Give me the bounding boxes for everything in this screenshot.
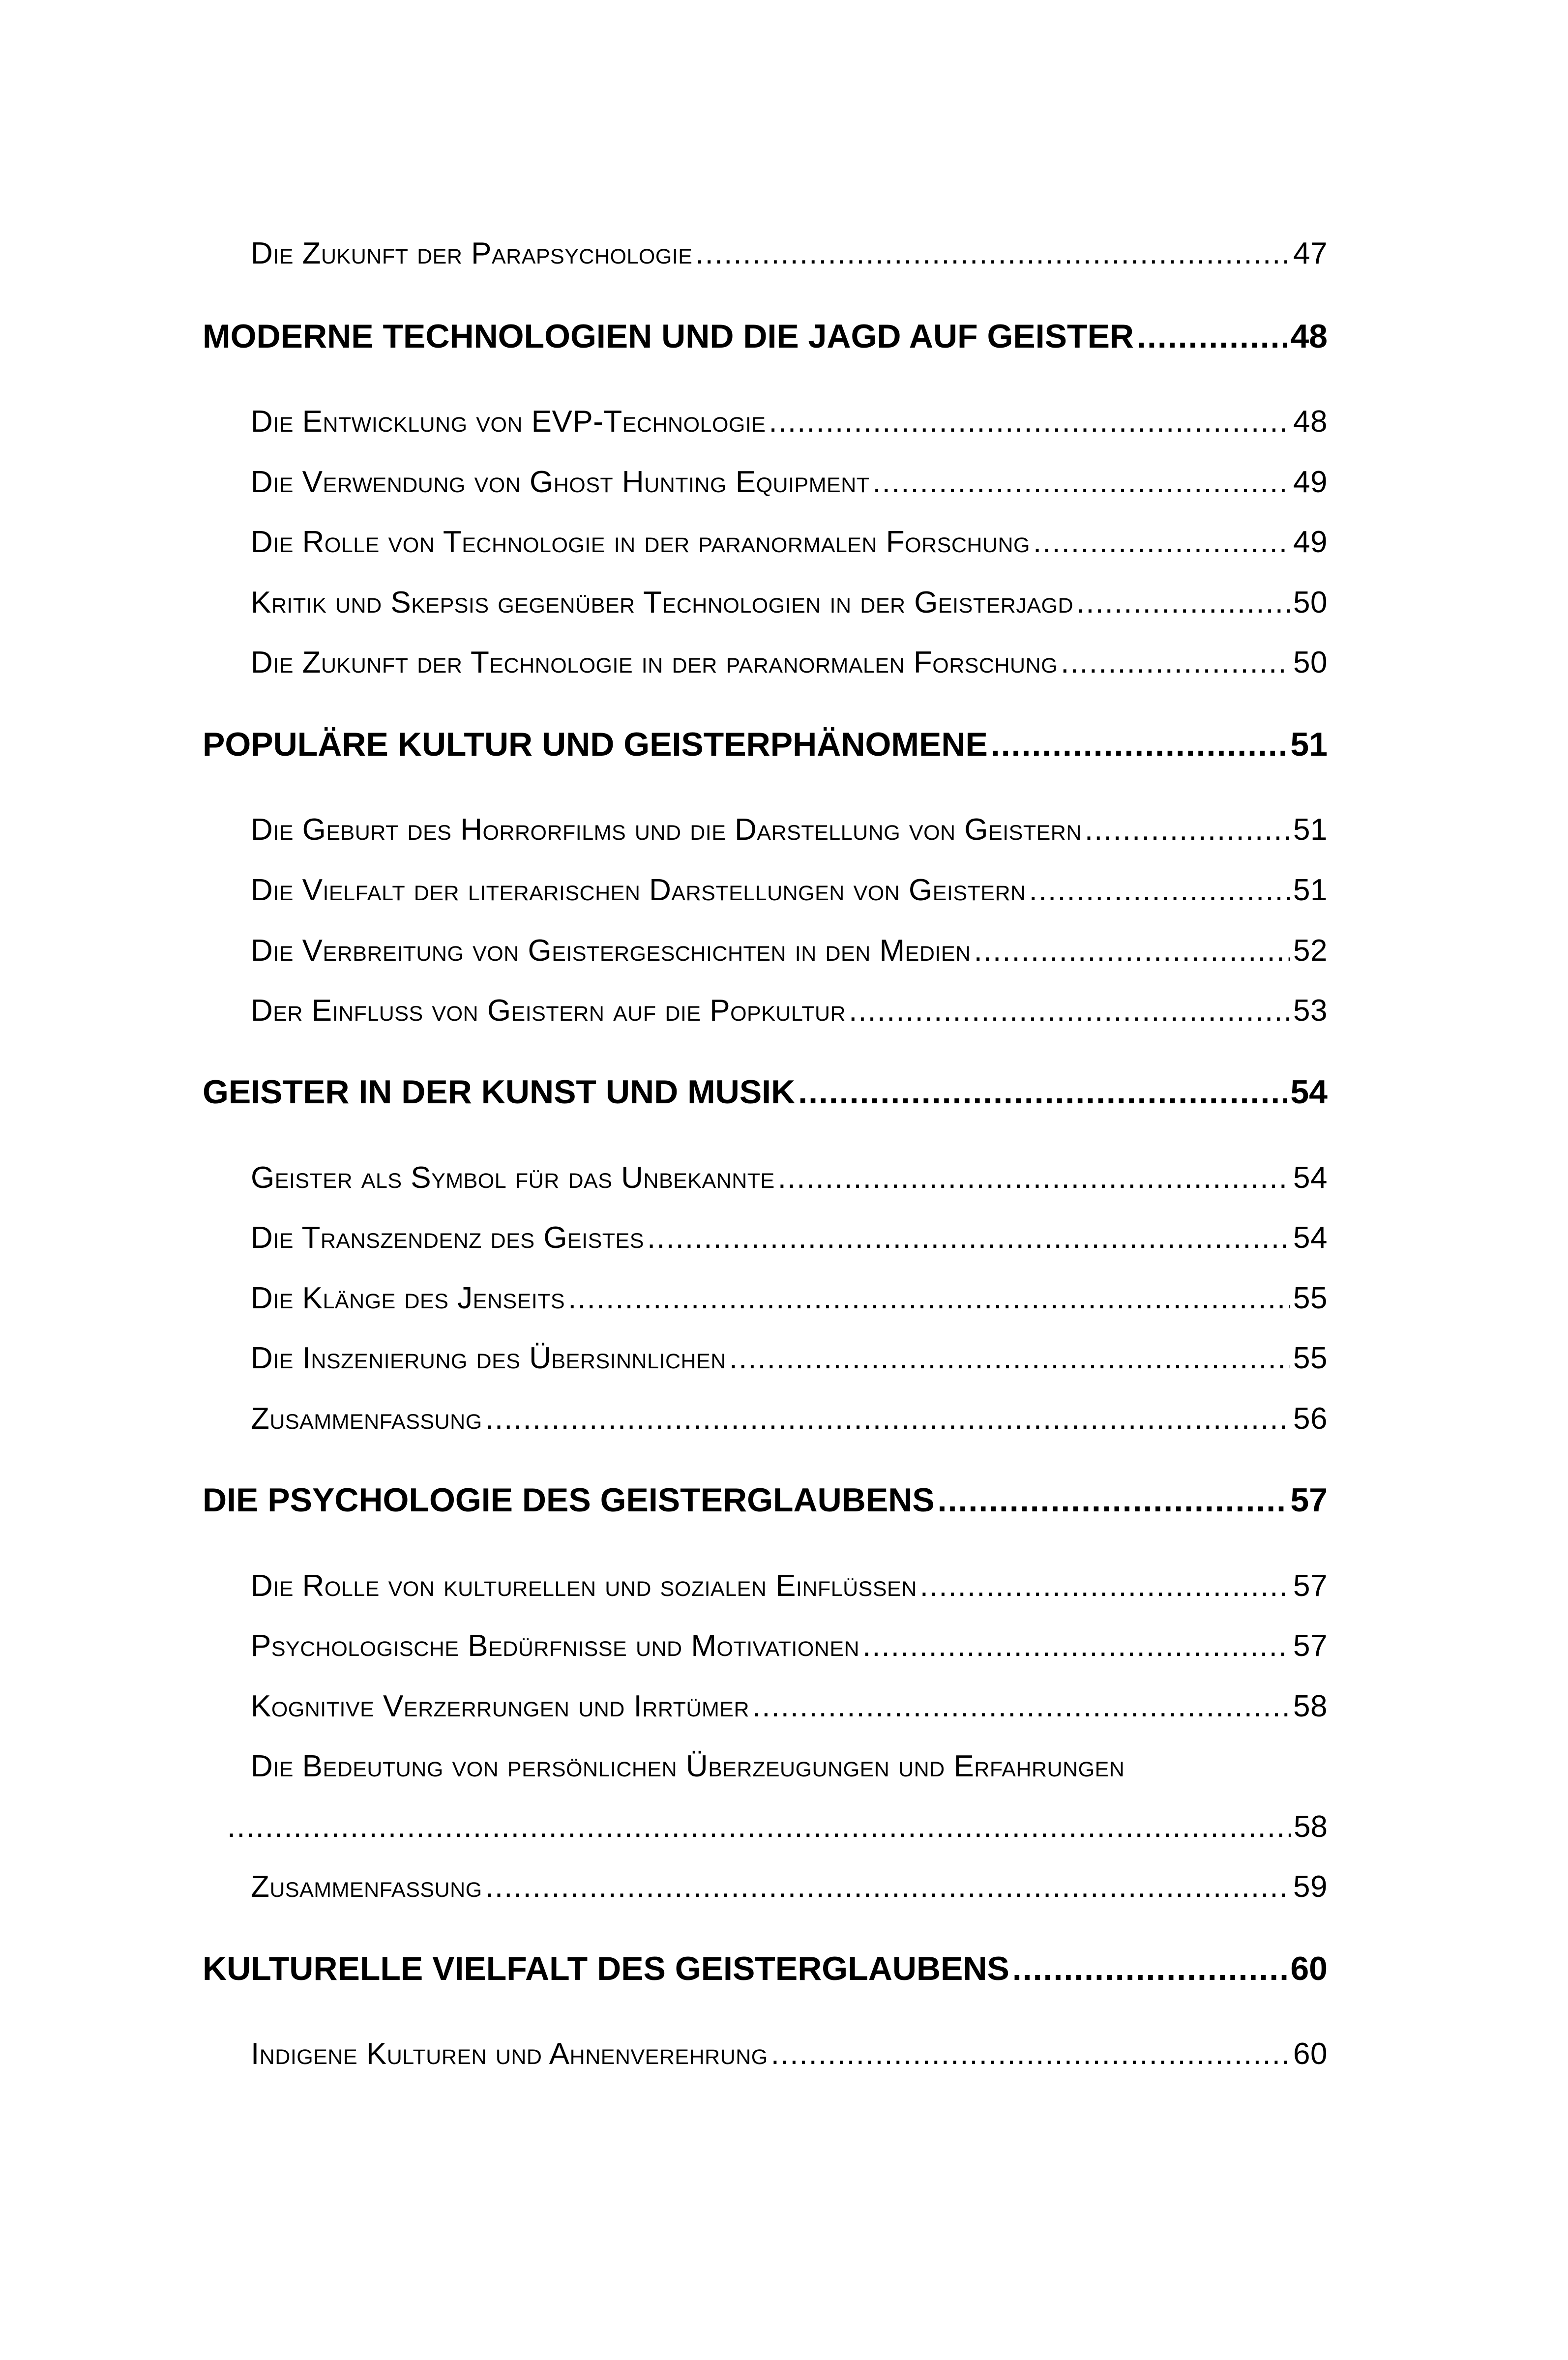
toc-page-number: 58 [1293, 1689, 1328, 1723]
toc-page-number: 51 [1293, 813, 1328, 847]
toc-entry-section [251, 1401, 1328, 1443]
toc-entry-section [251, 2036, 1328, 2078]
dot-leader [485, 1869, 1290, 1904]
toc-entry-chapter [203, 1949, 1328, 1994]
toc-entry-label: Die Entwicklung von EVP-Technologie [251, 405, 766, 439]
toc-page-number: 47 [1293, 236, 1328, 270]
toc-entry-label: Die Rolle von kulturellen und sozialen Einflüssen [251, 1569, 917, 1603]
toc-page-number: 56 [1293, 1402, 1328, 1436]
toc-chapter-title: DIE PSYCHOLOGIE DES GEISTERGLAUBENS [203, 1481, 935, 1519]
toc-page-number: 60 [1293, 2037, 1328, 2071]
toc-page-number: 48 [1290, 318, 1328, 355]
toc-chapter-title: MODERNE TECHNOLOGIEN UND DIE JAGD AUF GEISTER [203, 318, 1134, 355]
dot-leader [1061, 645, 1290, 680]
dot-leader [227, 1809, 1291, 1844]
toc-entry-section [251, 993, 1328, 1034]
toc-page-number: 49 [1293, 465, 1328, 499]
toc-page-number: 55 [1293, 1281, 1328, 1315]
toc-entry-chapter [203, 1481, 1328, 1525]
toc-page-number: 57 [1290, 1481, 1328, 1519]
toc-entry-label: Die Rolle von Technologie in der paranormalen Forschung [251, 525, 1030, 559]
toc-page-number: 59 [1293, 1870, 1328, 1904]
toc-page-number: 48 [1293, 405, 1328, 439]
dot-leader [1029, 873, 1290, 908]
dot-leader [695, 236, 1290, 271]
toc-page-number: 49 [1293, 525, 1328, 559]
toc-page-number: 57 [1293, 1629, 1328, 1663]
toc-entry-label: Die Inszenierung des Übersinnlichen [251, 1341, 726, 1375]
toc-entry-section [251, 465, 1328, 506]
toc-entry-section [251, 1689, 1328, 1730]
toc-page-number: 50 [1293, 646, 1328, 679]
dot-leader [938, 1481, 1288, 1519]
toc-page-number: 54 [1293, 1161, 1328, 1195]
toc-entry-label: Die Vielfalt der literarischen Darstellungen von Geistern [251, 873, 1026, 907]
toc-entry-label: Die Bedeutung von persönlichen Überzeugungen und Erfahrungen [251, 1749, 1125, 1783]
dot-leader [920, 1568, 1290, 1603]
toc-entry-label: Die Verwendung von Ghost Hunting Equipment [251, 465, 870, 499]
toc-entry-section [251, 1568, 1328, 1610]
toc-entry-section [251, 1281, 1328, 1322]
toc-entry-section [251, 1341, 1328, 1382]
dot-leader [769, 404, 1290, 439]
dot-leader [1137, 317, 1287, 355]
toc-entry-label: Geister als Symbol für das Unbekannte [251, 1161, 775, 1195]
toc-entry-label: Die Zukunft der Parapsychologie [251, 236, 693, 270]
toc-entry-section [251, 525, 1328, 566]
toc-entry-section [251, 585, 1328, 626]
dot-leader [991, 725, 1288, 764]
toc-page-number: 50 [1293, 586, 1328, 620]
toc-entry-section [251, 1869, 1328, 1911]
toc-entry-label: Der Einfluss von Geistern auf die Popkultur [251, 994, 846, 1028]
toc-entry-section [251, 1160, 1328, 1202]
dot-leader [1033, 525, 1290, 560]
toc-chapter-title: KULTURELLE VIELFALT DES GEISTERGLAUBENS [203, 1950, 1009, 1987]
toc-page-number: 51 [1293, 873, 1328, 907]
toc-page-number: 54 [1290, 1073, 1328, 1111]
toc-entry-label: Psychologische Bedürfnisse und Motivationen [251, 1629, 860, 1663]
toc-entry-chapter [203, 725, 1328, 769]
toc-entry-section [251, 812, 1328, 854]
toc-entry-section [251, 236, 1328, 277]
toc-entry-label: Kritik und Skepsis gegenüber Technologien in der Geisterjagd [251, 586, 1073, 620]
toc-page-number: 60 [1290, 1950, 1328, 1987]
toc-page-number: 58 [1294, 1810, 1328, 1844]
toc-page-number: 57 [1293, 1569, 1328, 1603]
toc-page-number: 54 [1293, 1221, 1328, 1255]
toc-entry-section-wrapped-continuation [227, 1809, 1328, 1851]
toc-entry-label: Zusammenfassung [251, 1402, 482, 1436]
toc-entry-label: Die Transzendenz des Geistes [251, 1221, 644, 1255]
toc-entry-chapter [203, 317, 1328, 361]
toc-entry-label: Zusammenfassung [251, 1870, 482, 1904]
toc-entry-section [251, 933, 1328, 974]
dot-leader [647, 1220, 1290, 1255]
toc-entry-label: Die Geburt des Horrorfilms und die Darstellung von Geistern [251, 813, 1082, 847]
toc-entry-label: Die Klänge des Jenseits [251, 1281, 565, 1315]
toc-entry-section [251, 873, 1328, 914]
dot-leader [974, 933, 1290, 968]
dot-leader [771, 2036, 1290, 2071]
toc-page-number: 51 [1290, 726, 1328, 763]
dot-leader [1076, 585, 1290, 620]
dot-leader [485, 1401, 1290, 1436]
dot-leader [862, 1628, 1290, 1663]
dot-leader [798, 1073, 1287, 1111]
dot-leader [873, 465, 1291, 500]
toc-page-number: 55 [1293, 1341, 1328, 1375]
dot-leader [778, 1160, 1290, 1195]
dot-leader [568, 1281, 1290, 1316]
toc-entry-label: Indigene Kulturen und Ahnenverehrung [251, 2037, 768, 2071]
toc-entry-section [251, 1628, 1328, 1670]
toc-entry-section [251, 645, 1328, 686]
toc-entry-label: Die Zukunft der Technologie in der paranormalen Forschung [251, 646, 1058, 679]
dot-leader [1012, 1949, 1287, 1988]
toc-entry-section [251, 1220, 1328, 1262]
toc-page-number: 53 [1293, 994, 1328, 1028]
dot-leader [849, 993, 1290, 1028]
dot-leader [752, 1689, 1290, 1724]
toc-entry-section [251, 404, 1328, 445]
toc-entry-section-wrapped [251, 1749, 1328, 1790]
toc-page-number: 52 [1293, 934, 1328, 968]
toc-entry-label: Kognitive Verzerrungen und Irrtümer [251, 1689, 750, 1723]
toc-chapter-title: GEISTER IN DER KUNST UND MUSIK [203, 1073, 796, 1111]
toc-entry-chapter [203, 1073, 1328, 1117]
toc-chapter-title: POPULÄRE KULTUR UND GEISTERPHÄNOMENE [203, 726, 988, 763]
toc-entry-label: Die Verbreitung von Geistergeschichten in den Medien [251, 934, 971, 968]
dot-leader [729, 1341, 1290, 1376]
dot-leader [1085, 812, 1290, 847]
